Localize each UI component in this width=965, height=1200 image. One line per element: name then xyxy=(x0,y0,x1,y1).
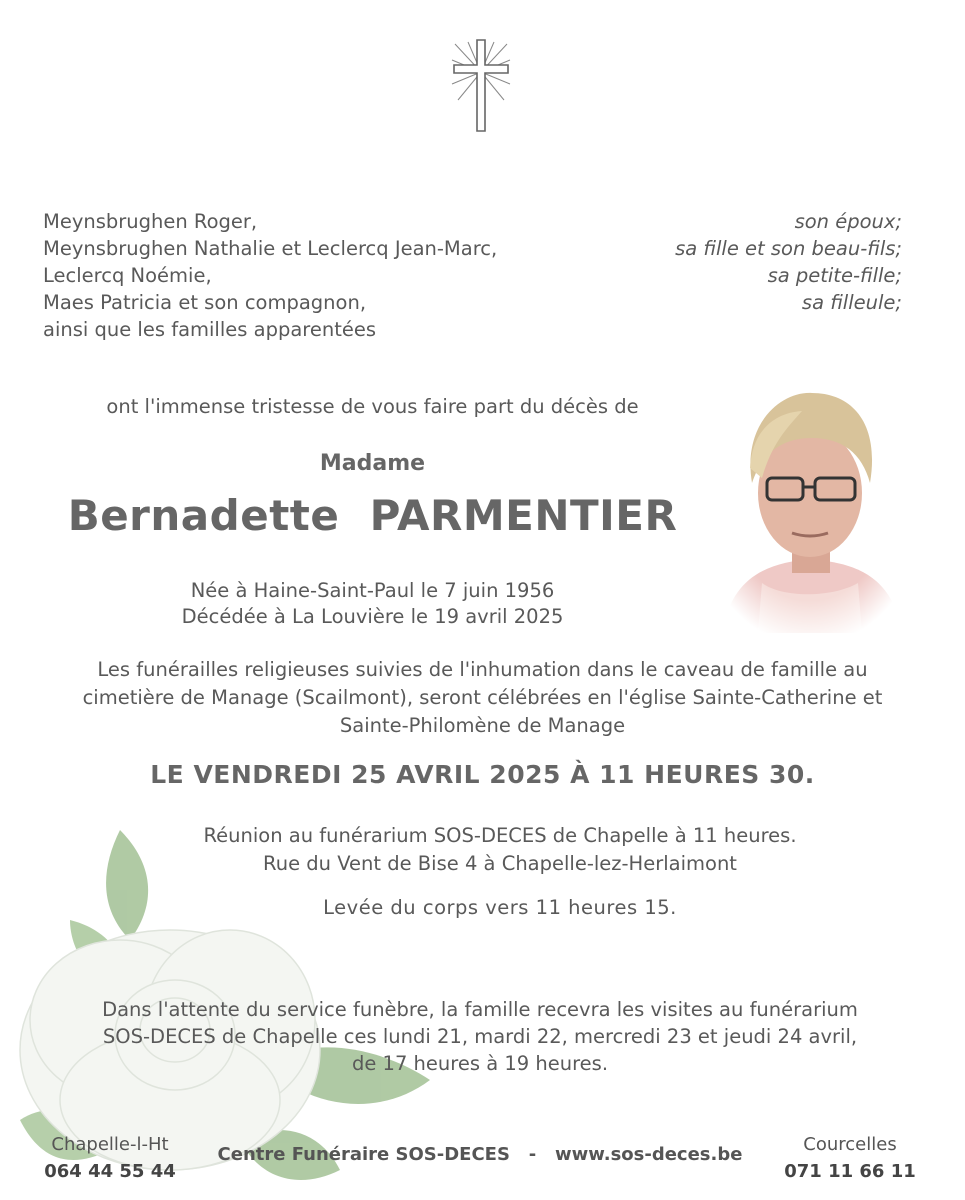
family-name-line: Leclercq Noémie, xyxy=(43,264,212,287)
family-name-line: Meynsbrughen Roger, xyxy=(43,210,258,233)
footer-right-city: Courcelles xyxy=(803,1134,897,1155)
gathering-line: Réunion au funérarium SOS-DECES de Chapelle à 11 heures. xyxy=(203,824,797,847)
family-name-line: ainsi que les familles apparentées xyxy=(43,318,377,341)
announcement-intro: ont l'immense tristesse de vous faire part du décès de xyxy=(106,395,639,418)
footer-center-brand[interactable]: Centre Funéraire SOS-DECES - www.sos-deces.be xyxy=(217,1144,743,1165)
footer-right-contact xyxy=(775,1134,925,1182)
portrait-photo xyxy=(712,383,908,633)
funeral-line: cimetière de Manage (Scailmont), seront célébrées en l'église Sainte-Catherine et xyxy=(82,686,883,709)
visits-info xyxy=(40,996,920,1077)
honorific: Madame xyxy=(319,451,426,476)
ceremony-date: LE VENDREDI 25 AVRIL 2025 À 11 HEURES 30. xyxy=(150,760,815,789)
gathering-info xyxy=(100,822,900,878)
footer-left-city: Chapelle-l-Ht xyxy=(51,1134,169,1155)
birth-line: Née à Haine-Saint-Paul le 7 juin 1956 xyxy=(190,579,555,602)
footer-left-contact xyxy=(30,1134,190,1182)
family-relation: son époux; xyxy=(794,210,902,233)
family-relation: sa filleule; xyxy=(801,291,902,314)
deceased-name: Bernadette PARMENTIER xyxy=(67,491,678,540)
family-name-line: Meynsbrughen Nathalie et Leclercq Jean-Marc, xyxy=(43,237,498,260)
visits-line: de 17 heures à 19 heures. xyxy=(351,1052,609,1075)
death-line: Décédée à La Louvière le 19 avril 2025 xyxy=(181,605,564,628)
funeral-details xyxy=(30,656,935,740)
levee-info: Levée du corps vers 11 heures 15. xyxy=(323,896,677,919)
footer-right-phone[interactable]: 071 11 66 11 xyxy=(784,1161,916,1182)
gathering-address: Rue du Vent de Bise 4 à Chapelle-lez-Herlaimont xyxy=(263,852,737,875)
life-dates xyxy=(40,578,705,630)
funeral-line: Sainte-Philomène de Manage xyxy=(339,714,626,737)
visits-line: SOS-DECES de Chapelle ces lundi 21, mardi 22, mercredi 23 et jeudi 24 avril, xyxy=(102,1025,858,1048)
radiant-cross-icon xyxy=(450,38,512,134)
visits-line: Dans l'attente du service funèbre, la famille recevra les visites au funérarium xyxy=(102,998,858,1021)
family-relations xyxy=(572,208,902,316)
funeral-line: Les funérailles religieuses suivies de l'inhumation dans le caveau de famille au xyxy=(97,658,868,681)
family-name-line: Maes Patricia et son compagnon, xyxy=(43,291,367,314)
family-relation: sa fille et son beau-fils; xyxy=(675,237,902,260)
footer-left-phone[interactable]: 064 44 55 44 xyxy=(44,1161,176,1182)
family-relation: sa petite-fille; xyxy=(767,264,902,287)
family-names xyxy=(43,208,603,343)
